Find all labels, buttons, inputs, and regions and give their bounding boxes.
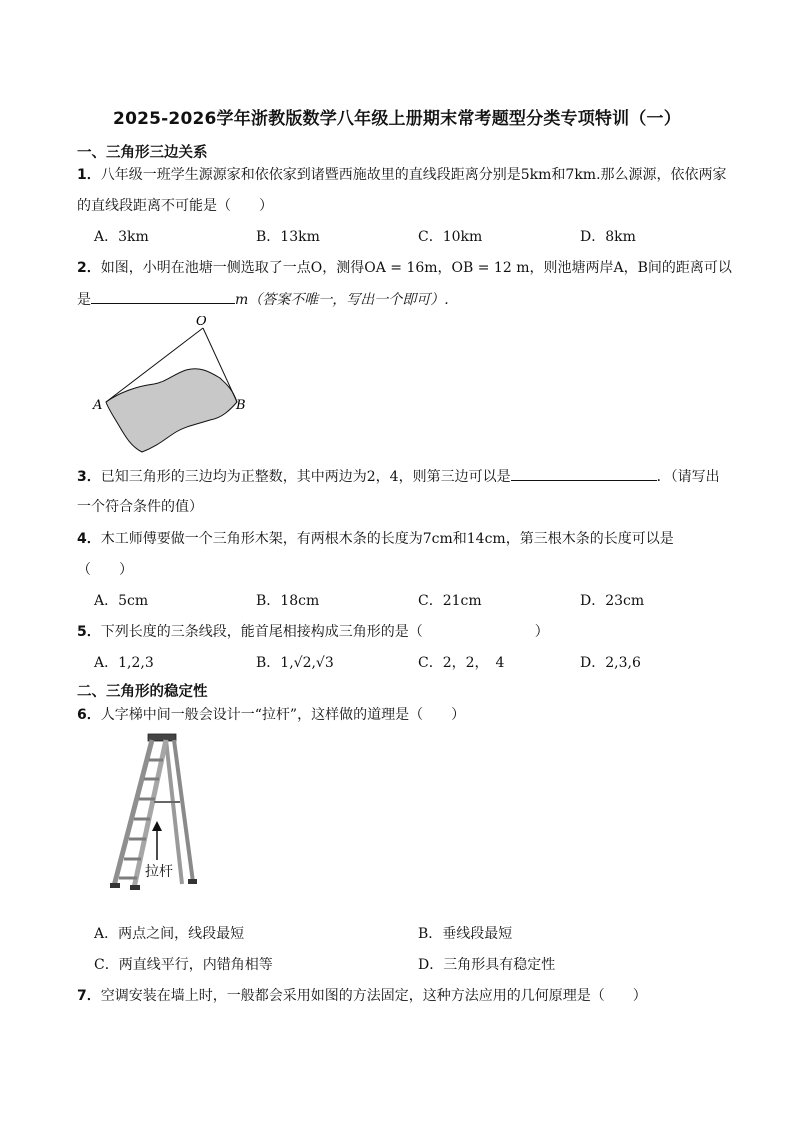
q6-option-d: D．三角形具有稳定性 (418, 957, 556, 973)
rear-leg-right (174, 740, 193, 882)
q3-line1 (77, 466, 720, 487)
rear-leg-left (166, 740, 182, 884)
q1-option-d: D．8km (580, 229, 636, 245)
q6-line1 (77, 705, 465, 725)
section-heading-2: 二、三角形的稳定性 (77, 684, 208, 700)
q3-answer-blank[interactable] (511, 466, 657, 481)
q2-line1 (77, 258, 732, 278)
q5-option-d: D．2,3,6 (580, 655, 641, 671)
arrow-head-icon (152, 821, 162, 831)
q4-option-d: D．23cm (580, 593, 645, 609)
q3-text-line2: 一个符合条件的值） (77, 499, 203, 515)
q4-option-c: C．21cm (418, 593, 482, 609)
q1-text-line2: 的直线段距离不可能是（ ） (77, 198, 273, 214)
q2-text-post: m（答案不唯一，写出一个即可）. (235, 292, 449, 308)
q4-option-a: A．5cm (94, 593, 149, 609)
ladder-top-cap (148, 734, 176, 741)
q4-text-line2: （ ） (77, 562, 133, 578)
q5-option-a: A．1,2,3 (94, 655, 154, 671)
point-o-label: O (196, 316, 207, 329)
q4-text-line1: 木工师傅要做一个三角形木架，有两根木条的长度为7cm和14cm，第三根木条的长度可以是 (100, 531, 674, 547)
q2-answer-blank[interactable] (91, 289, 235, 304)
q6-number: 6． (77, 707, 101, 723)
ladder-foot-left (110, 883, 120, 888)
pond-shape (106, 369, 237, 452)
ladder-foot-rear (188, 879, 197, 884)
q1-line1 (77, 165, 727, 185)
q3-text-pre: 已知三角形的三边均为正整数，其中两边为2，4，则第三边可以是 (100, 469, 511, 485)
q3-text-post: ．（请写出 (656, 469, 720, 485)
q1-text-line1: 八年级一班学生源源家和依依家到诸暨西施故里的直线段距离分别是5km和7km.那么源源，依依两家 (100, 167, 727, 183)
q7-number: 7． (77, 988, 101, 1004)
ladder-foot-right (130, 885, 140, 890)
q2-line2 (77, 289, 449, 310)
q5-option-b: B．1,√2,√3 (256, 655, 334, 671)
q2-number: 2． (77, 260, 101, 276)
q2-text-line1: 如图，小明在池塘一侧选取了一点O，测得OA = 16m，OB = 12 m，则池塘两岸A，B间的距离可以 (100, 260, 732, 276)
pond-figure (90, 316, 260, 456)
q2-text-pre: 是 (77, 292, 91, 308)
ladder-figure (108, 732, 200, 892)
q6-option-b: B．垂线段最短 (418, 926, 513, 942)
q4-option-b: B．18cm (256, 593, 320, 609)
q1-option-c: C．10km (418, 229, 483, 245)
q4-line1 (77, 529, 674, 549)
q7-text-line1: 空调安装在墙上时，一般都会采用如图的方法固定，这种方法应用的几何原理是（ ） (100, 988, 647, 1004)
q6-text-line1: 人字梯中间一般会设计一“拉杆”，这样做的道理是（ ） (100, 707, 466, 723)
q5-number: 5． (77, 624, 101, 640)
q1-option-a: A．3km (94, 229, 149, 245)
q5-text-line1: 下列长度的三条线段，能首尾相接构成三角形的是（ ） (100, 624, 549, 640)
q4-number: 4． (77, 531, 101, 547)
q5-line1 (77, 622, 549, 642)
point-b-label: B (236, 398, 246, 413)
section-heading-1: 一、三角形三边关系 (77, 145, 208, 161)
tie-bar-label: 拉杆 (145, 864, 173, 880)
page-title: 2025-2026学年浙教版数学八年级上册期末常考题型分类专项特训（一） (113, 109, 681, 129)
q5-option-c: C．2，2， 4 (418, 655, 505, 671)
q1-option-b: B．13km (256, 229, 320, 245)
q7-line1 (77, 986, 647, 1006)
q3-number: 3． (77, 469, 101, 485)
point-a-label: A (93, 398, 103, 413)
q6-option-a: A．两点之间，线段最短 (94, 926, 245, 942)
q1-number: 1． (77, 167, 101, 183)
q6-option-c: C．两直线平行，内错角相等 (94, 957, 273, 973)
